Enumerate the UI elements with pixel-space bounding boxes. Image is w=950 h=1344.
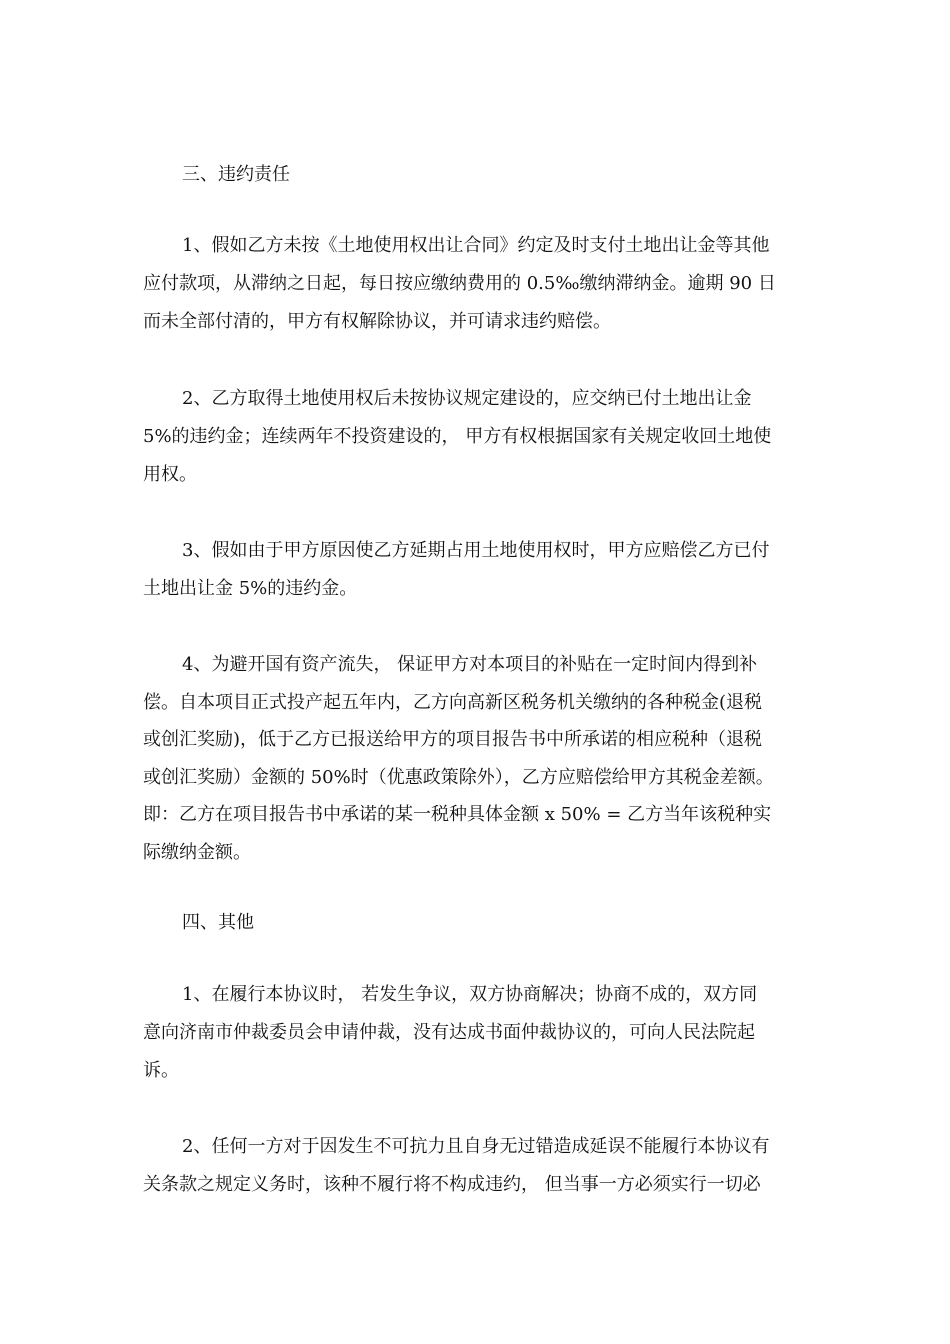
clause-line: 即：乙方在项目报告书中承诺的某一税种具体金额 x 50% = 乙方当年该税种实 bbox=[143, 804, 772, 825]
clause-line: 3、假如由于甲方原因使乙方延期占用土地使用权时，甲方应赔偿乙方已付 bbox=[182, 540, 770, 561]
clause-line: 而未全部付清的，甲方有权解除协议，并可请求违约赔偿。 bbox=[143, 311, 611, 332]
clause-line: 际缴纳金额。 bbox=[143, 842, 251, 863]
clause-line: 2、任何一方对于因发生不可抗力且自身无过错造成延误不能履行本协议有 bbox=[182, 1136, 770, 1157]
section-heading-other: 四、其他 bbox=[182, 912, 254, 933]
clause-line: 偿。自本项目正式投产起五年内，乙方向高新区税务机关缴纳的各种税金(退税 bbox=[143, 692, 763, 713]
clause-line: 诉。 bbox=[143, 1060, 179, 1081]
section-heading-breach-liability: 三、违约责任 bbox=[182, 164, 290, 185]
clause-line: 4、为避开国有资产流失， 保证甲方对本项目的补贴在一定时间内得到补 bbox=[182, 654, 758, 675]
clause-line: 2、乙方取得土地使用权后未按协议规定建设的，应交纳已付土地出让金 bbox=[182, 388, 752, 409]
clause-line: 或创汇奖励)，低于乙方已报送给甲方的项目报告书中所承诺的相应税种（退税 bbox=[143, 729, 763, 750]
clause-line: 应付款项，从滞纳之日起，每日按应缴纳费用的 0.5‰缴纳滞纳金。逾期 90 日 bbox=[143, 273, 776, 294]
clause-line: 意向济南市仲裁委员会申请仲裁，没有达成书面仲裁协议的，可向人民法院起 bbox=[143, 1022, 755, 1043]
clause-line: 关条款之规定义务时，该种不履行将不构成违约， 但当事一方必须实行一切必 bbox=[143, 1174, 761, 1195]
clause-line: 或创汇奖励）金额的 50%时（优惠政策除外），乙方应赔偿给甲方其税金差额。 bbox=[143, 767, 774, 788]
clause-line: 用权。 bbox=[143, 464, 197, 485]
clause-line: 5%的违约金；连续两年不投资建设的， 甲方有权根据国家有关规定收回土地使 bbox=[143, 426, 772, 447]
clause-line: 1、假如乙方未按《土地使用权出让合同》约定及时支付土地出让金等其他 bbox=[182, 235, 770, 256]
clause-line: 1、在履行本协议时， 若发生争议，双方协商解决；协商不成的，双方同 bbox=[182, 984, 758, 1005]
clause-line: 土地出让金 5%的违约金。 bbox=[143, 578, 358, 599]
